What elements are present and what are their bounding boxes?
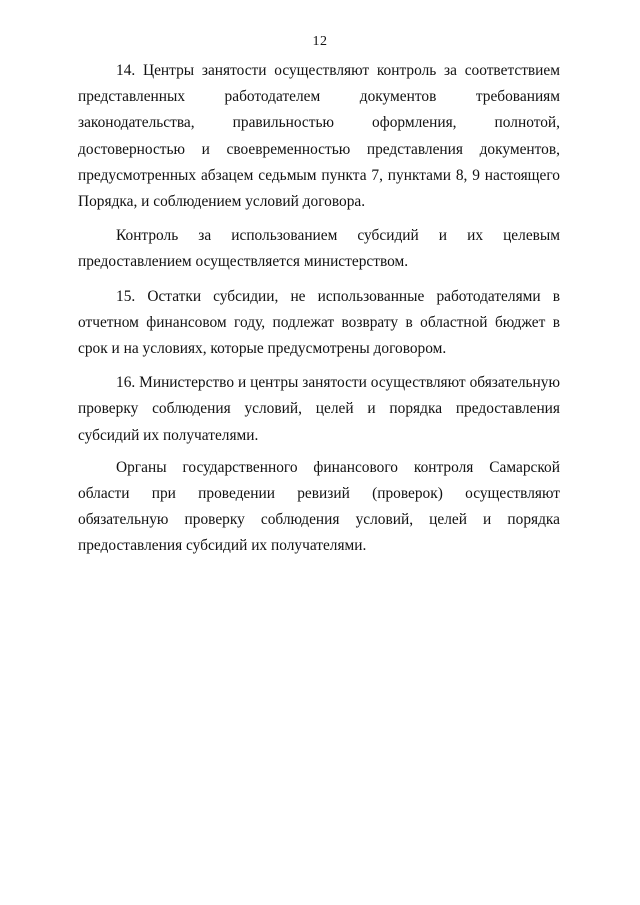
paragraph-control: Контроль за использованием субсидий и их целевым предоставлением осуществляется министерством. xyxy=(78,227,560,271)
page-number: 12 xyxy=(312,34,328,49)
document-body xyxy=(78,58,560,566)
paragraph-14: 14. Центры занятости осуществляют контроль за соответствием представленных работодателем документов требованиям законодательства, правильностью оформления, полнотой, достоверностью и своевременностью представления документов, предусмотренных абзацем седьмым пункта 7, пунктами 8, 9 настоящего Порядка, и соблюдением условий договора. xyxy=(78,62,560,211)
paragraph-16: 16. Министерство и центры занятости осуществляют обязательную проверку соблюдения условий, целей и порядка предоставления субсидий их получателями. xyxy=(78,374,560,444)
paragraph-15: 15. Остатки субсидии, не использованные работодателями в отчетном финансовом году, подлежат возврату в областной бюджет в срок и на условиях, которые предусмотрены договором. xyxy=(78,287,560,358)
paragraph-financial-control: Органы государственного финансового контроля Самарской области при проведении ревизий (проверок) осуществляют обязательную проверку соблюдения условий, целей и порядка предоставления субсидий их получателями. xyxy=(78,458,560,555)
